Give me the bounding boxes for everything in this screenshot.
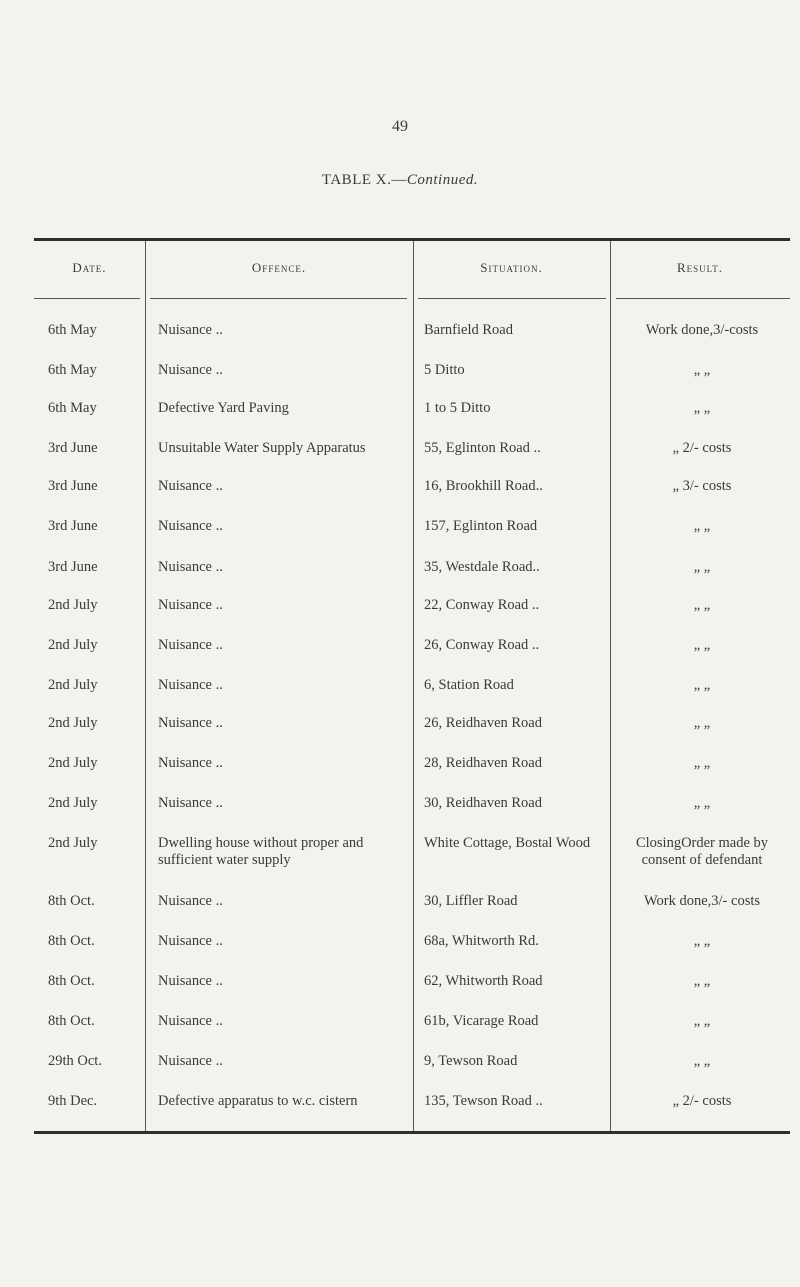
row-result: Work done,3/- costs (643, 893, 761, 909)
row-offence: Nuisance .. (158, 637, 223, 653)
row-offence: Nuisance .. (158, 715, 223, 731)
row-result: „ „ (693, 518, 711, 534)
row-offence: Defective Yard Paving (158, 400, 289, 416)
row-offence: Nuisance .. (158, 518, 223, 534)
row-situation: 55, Eglinton Road .. (424, 440, 541, 456)
row-offence: Defective apparatus to w.c. cistern (158, 1093, 358, 1109)
row-result: „ 2/- costs (672, 1093, 732, 1109)
row-result: „ „ (693, 1013, 711, 1029)
header-underline (150, 298, 407, 299)
row-date: 2nd July (48, 755, 98, 771)
row-offence: Nuisance .. (158, 362, 223, 378)
row-result: „ „ (693, 795, 711, 811)
row-date: 3rd June (48, 440, 98, 456)
row-date: 6th May (48, 362, 97, 378)
table-top-rule (34, 238, 790, 241)
header-situation: Situation. (480, 260, 543, 275)
row-result: ClosingOrder made by consent of defendant (635, 835, 769, 868)
row-result: „ „ (693, 1053, 711, 1069)
row-offence: Nuisance .. (158, 1013, 223, 1029)
row-date: 3rd June (48, 478, 98, 494)
row-situation: White Cottage, Bostal Wood (424, 835, 591, 851)
row-situation: 61b, Vicarage Road (424, 1013, 539, 1029)
row-date: 2nd July (48, 795, 98, 811)
header-offence: Offence. (251, 260, 307, 275)
row-offence: Nuisance .. (158, 559, 223, 575)
row-situation: 26, Reidhaven Road (424, 715, 542, 731)
row-result: „ „ (693, 677, 711, 693)
row-situation: 157, Eglinton Road (424, 518, 538, 534)
row-result: „ „ (693, 973, 711, 989)
row-date: 6th May (48, 322, 97, 338)
row-date: 3rd June (48, 559, 98, 575)
row-date: 8th Oct. (48, 933, 95, 949)
column-divider (413, 241, 414, 1131)
row-situation: 1 to 5 Ditto (424, 400, 491, 416)
row-date: 6th May (48, 400, 97, 416)
row-offence: Nuisance .. (158, 795, 223, 811)
row-offence: Unsuitable Water Supply Apparatus (158, 440, 366, 456)
table-title-main: TABLE X.— (321, 172, 407, 188)
header-result: Result. (676, 260, 724, 275)
row-result: „ „ (693, 362, 711, 378)
row-offence: Nuisance .. (158, 1053, 223, 1069)
header-date: Date. (72, 260, 107, 275)
row-result: „ „ (693, 715, 711, 731)
row-result: „ „ (693, 637, 711, 653)
row-date: 2nd July (48, 597, 98, 613)
row-result: „ „ (693, 559, 711, 575)
row-situation: 16, Brookhill Road.. (424, 478, 543, 494)
row-offence: Nuisance .. (158, 933, 223, 949)
row-situation: 6, Station Road (424, 677, 514, 693)
row-result: „ „ (693, 755, 711, 771)
row-offence: Dwelling house without proper and sufficient water supply (158, 835, 364, 868)
row-date: 29th Oct. (48, 1053, 102, 1069)
row-date: 2nd July (48, 715, 98, 731)
row-offence: Nuisance .. (158, 478, 223, 494)
header-underline (616, 298, 790, 299)
row-result: „ „ (693, 597, 711, 613)
row-situation: 30, Reidhaven Road (424, 795, 542, 811)
row-situation: 62, Whitworth Road (424, 973, 543, 989)
header-underline (34, 298, 140, 299)
row-offence: Nuisance .. (158, 893, 223, 909)
row-date: 8th Oct. (48, 973, 95, 989)
column-divider (145, 241, 146, 1131)
row-date: 2nd July (48, 835, 98, 851)
row-situation: 28, Reidhaven Road (424, 755, 542, 771)
row-date: 9th Dec. (48, 1093, 98, 1109)
row-result: „ „ (693, 933, 711, 949)
row-result: „ 3/- costs (672, 478, 732, 494)
row-situation: 9, Tewson Road (424, 1053, 518, 1069)
row-date: 3rd June (48, 518, 98, 534)
row-situation: 22, Conway Road .. (424, 597, 540, 613)
row-situation: 30, Liffler Road (424, 893, 518, 909)
table-title (0, 172, 800, 189)
row-date: 2nd July (48, 637, 98, 653)
column-divider (610, 241, 611, 1131)
row-offence: Nuisance .. (158, 597, 223, 613)
row-date: 8th Oct. (48, 1013, 95, 1029)
row-situation: Barnfield Road (424, 322, 513, 338)
row-offence: Nuisance .. (158, 755, 223, 771)
row-result: „ „ (693, 400, 711, 416)
row-offence: Nuisance .. (158, 973, 223, 989)
row-situation: 135, Tewson Road .. (424, 1093, 543, 1109)
row-situation: 68a, Whitworth Rd. (424, 933, 539, 949)
row-date: 8th Oct. (48, 893, 95, 909)
row-date: 2nd July (48, 677, 98, 693)
row-situation: 26, Conway Road .. (424, 637, 540, 653)
row-situation: 35, Westdale Road.. (424, 559, 540, 575)
row-offence: Nuisance .. (158, 322, 223, 338)
page-number: 49 (392, 118, 408, 135)
table-bottom-rule (34, 1131, 790, 1134)
row-situation: 5 Ditto (424, 362, 465, 378)
header-underline (418, 298, 606, 299)
row-offence: Nuisance .. (158, 677, 223, 693)
row-result: „ 2/- costs (672, 440, 732, 456)
table-title-continued: Continued. (406, 172, 479, 188)
row-result: Work done,3/-costs (645, 322, 759, 338)
